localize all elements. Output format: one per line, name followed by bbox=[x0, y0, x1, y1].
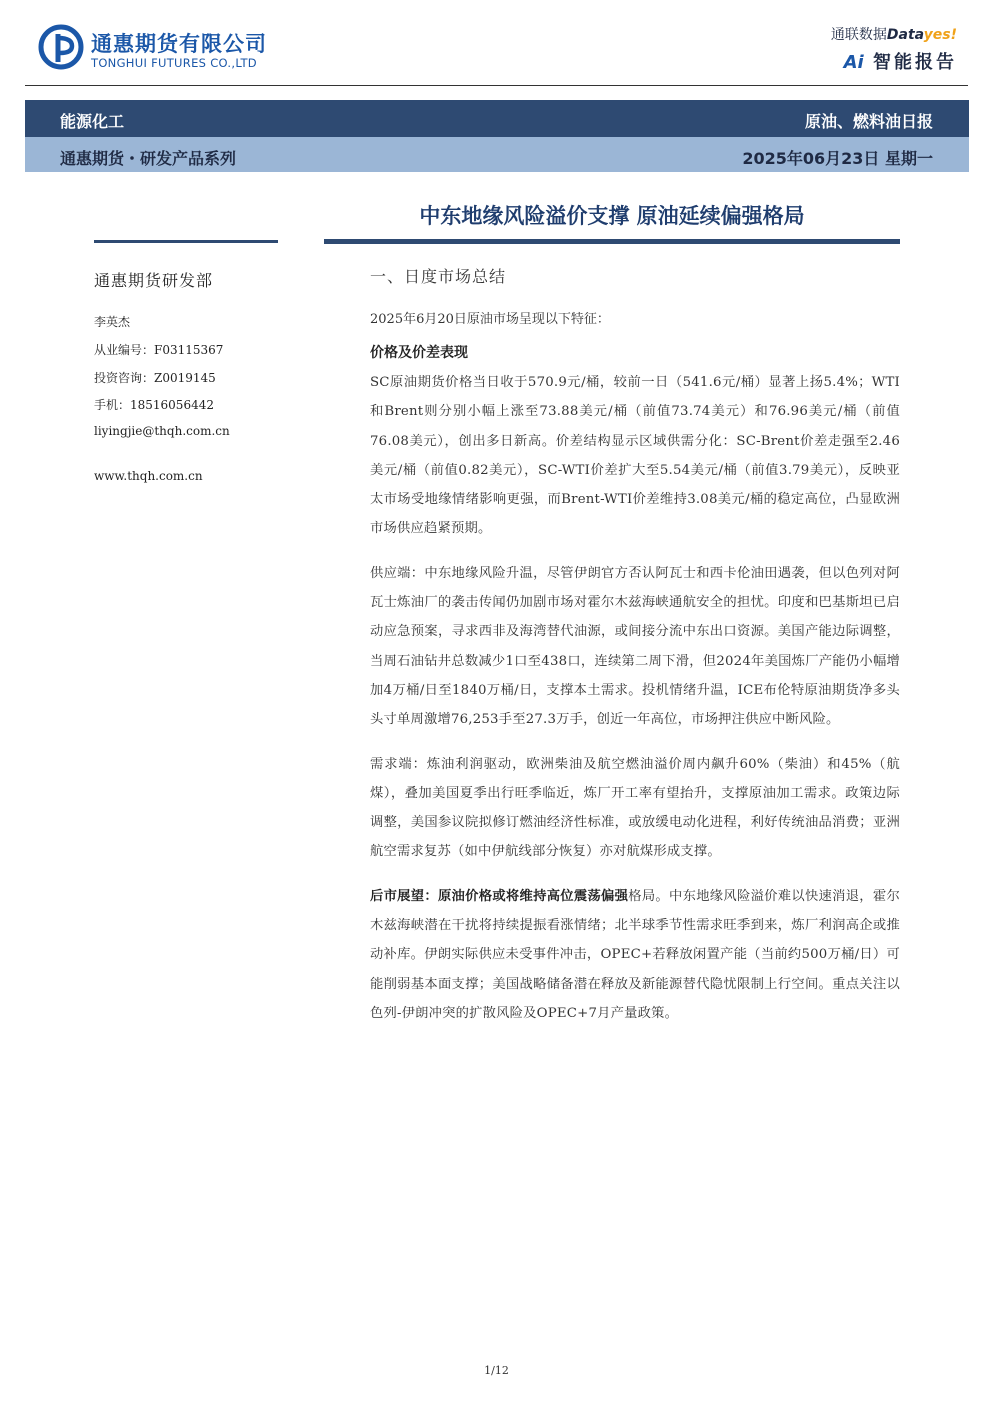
brand-data: Data bbox=[886, 27, 924, 43]
sidebar-title-rule bbox=[94, 240, 278, 243]
datayes-brand bbox=[831, 24, 957, 44]
ai-report-label bbox=[844, 48, 957, 74]
analyst-cert: 从业编号：F03115367 bbox=[94, 343, 224, 357]
supply-paragraph: 供应端：中东地缘风险升温，尽管伊朗官方否认阿瓦士和西卡伦油田遇袭，但以色列对阿瓦士炼油厂的袭击传闻仍加剧市场对霍尔木兹海峡通航安全的担忧。印度和巴基斯坦已启动应急预案，寻求西非及海湾替代油源，或间接分流中东出口资源。美国产能边际调整，当周石油钻井总数减少1口至438口，连续第二周下滑，但2024年美国炼厂产能仍小幅增加4万桶/日至1840万桶/日，支撑本土需求。投机情绪升温，ICE布伦特原油期货净多头头寸单周激增76,253手至27.3万手，创近一年高位，市场押注供应中断风险。 bbox=[370, 565, 900, 728]
analyst-phone: 手机：18516056442 bbox=[94, 398, 214, 412]
outlook-paragraph bbox=[370, 882, 900, 1028]
report-title: 中东地缘风险溢价支撑 原油延续偏强格局 bbox=[419, 204, 805, 228]
company-name-en: TONGHUI FUTURES CO.,LTD bbox=[91, 56, 257, 70]
sector-label: 能源化工 bbox=[60, 112, 125, 131]
outlook-text: 格局。中东地缘风险溢价难以快速消退，霍尔木兹海峡潜在干扰将持续提振看涨情绪；北半球季节性需求旺季到来，炼厂利润高企或推动补库。伊朗实际供应未受事件冲击，OPEC+若释放闲置产能（当前约500万桶/日）可能削弱基本面支撑；美国战略储备潜在释放及新能源替代隐忧限制上行空间。重点关注以色列-伊朗冲突的扩散风险及OPEC+7月产量政策。 bbox=[370, 888, 900, 1021]
brand-yes: yes! bbox=[923, 27, 957, 43]
report-date: 2025年06月23日 星期一 bbox=[742, 149, 933, 168]
research-dept: 通惠期货研发部 bbox=[94, 271, 214, 290]
ai-label: Ai bbox=[843, 52, 864, 73]
page-number: 1/12 bbox=[484, 1364, 509, 1377]
main-title-rule bbox=[324, 239, 900, 244]
header-divider bbox=[25, 85, 968, 86]
analyst-advisory: 投资咨询：Z0019145 bbox=[94, 371, 216, 385]
brand-prefix: 通联数据 bbox=[830, 27, 887, 43]
intro-line: 2025年6月20日原油市场呈现以下特征： bbox=[370, 312, 610, 327]
series-label: 通惠期货・研发产品系列 bbox=[60, 149, 237, 168]
price-paragraph: SC原油期货价格当日收于570.9元/桶，较前一日（541.6元/桶）显著上扬5.4%；WTI和Brent则分别小幅上涨至73.88美元/桶（前值73.74美元）和76.96美元/桶（前值76.08美元），创出多日新高。价差结构显示区域供需分化：SC-Brent价差走强至2.46美元/桶（前值0.82美元），SC-WTI价差扩大至5.54美元/桶（前值3.79美元），反映亚太市场受地缘情绪影响更强，而Brent-WTI价差维持3.08美元/桶的稳定高位，凸显欧洲市场供应趋紧预期。 bbox=[370, 375, 900, 537]
price-subtitle: 价格及价差表现 bbox=[370, 345, 468, 361]
tonghui-logo-icon bbox=[38, 24, 84, 70]
section-title: 一、日度市场总结 bbox=[370, 267, 507, 286]
analyst-email[interactable]: liyingjie@thqh.com.cn bbox=[94, 424, 230, 438]
analyst-name: 李英杰 bbox=[94, 315, 131, 329]
outlook-label: 后市展望：原油价格或将维持高位震荡偏强 bbox=[370, 888, 629, 904]
main-content bbox=[370, 264, 900, 1043]
company-website[interactable]: www.thqh.com.cn bbox=[94, 469, 203, 483]
report-type-label: 原油、燃料油日报 bbox=[804, 112, 933, 131]
report-label: 智能报告 bbox=[873, 52, 957, 73]
company-name-cn: 通惠期货有限公司 bbox=[91, 32, 267, 56]
demand-paragraph: 需求端：炼油利润驱动，欧洲柴油及航空燃油溢价周内飙升60%（柴油）和45%（航煤），叠加美国夏季出行旺季临近，炼厂开工率有望抬升，支撑原油加工需求。政策边际调整，美国参议院拟修订燃油经济性标准，或放缓电动化进程，利好传统油品消费；亚洲航空需求复苏（如中伊航线部分恢复）亦对航煤形成支撑。 bbox=[370, 756, 900, 860]
